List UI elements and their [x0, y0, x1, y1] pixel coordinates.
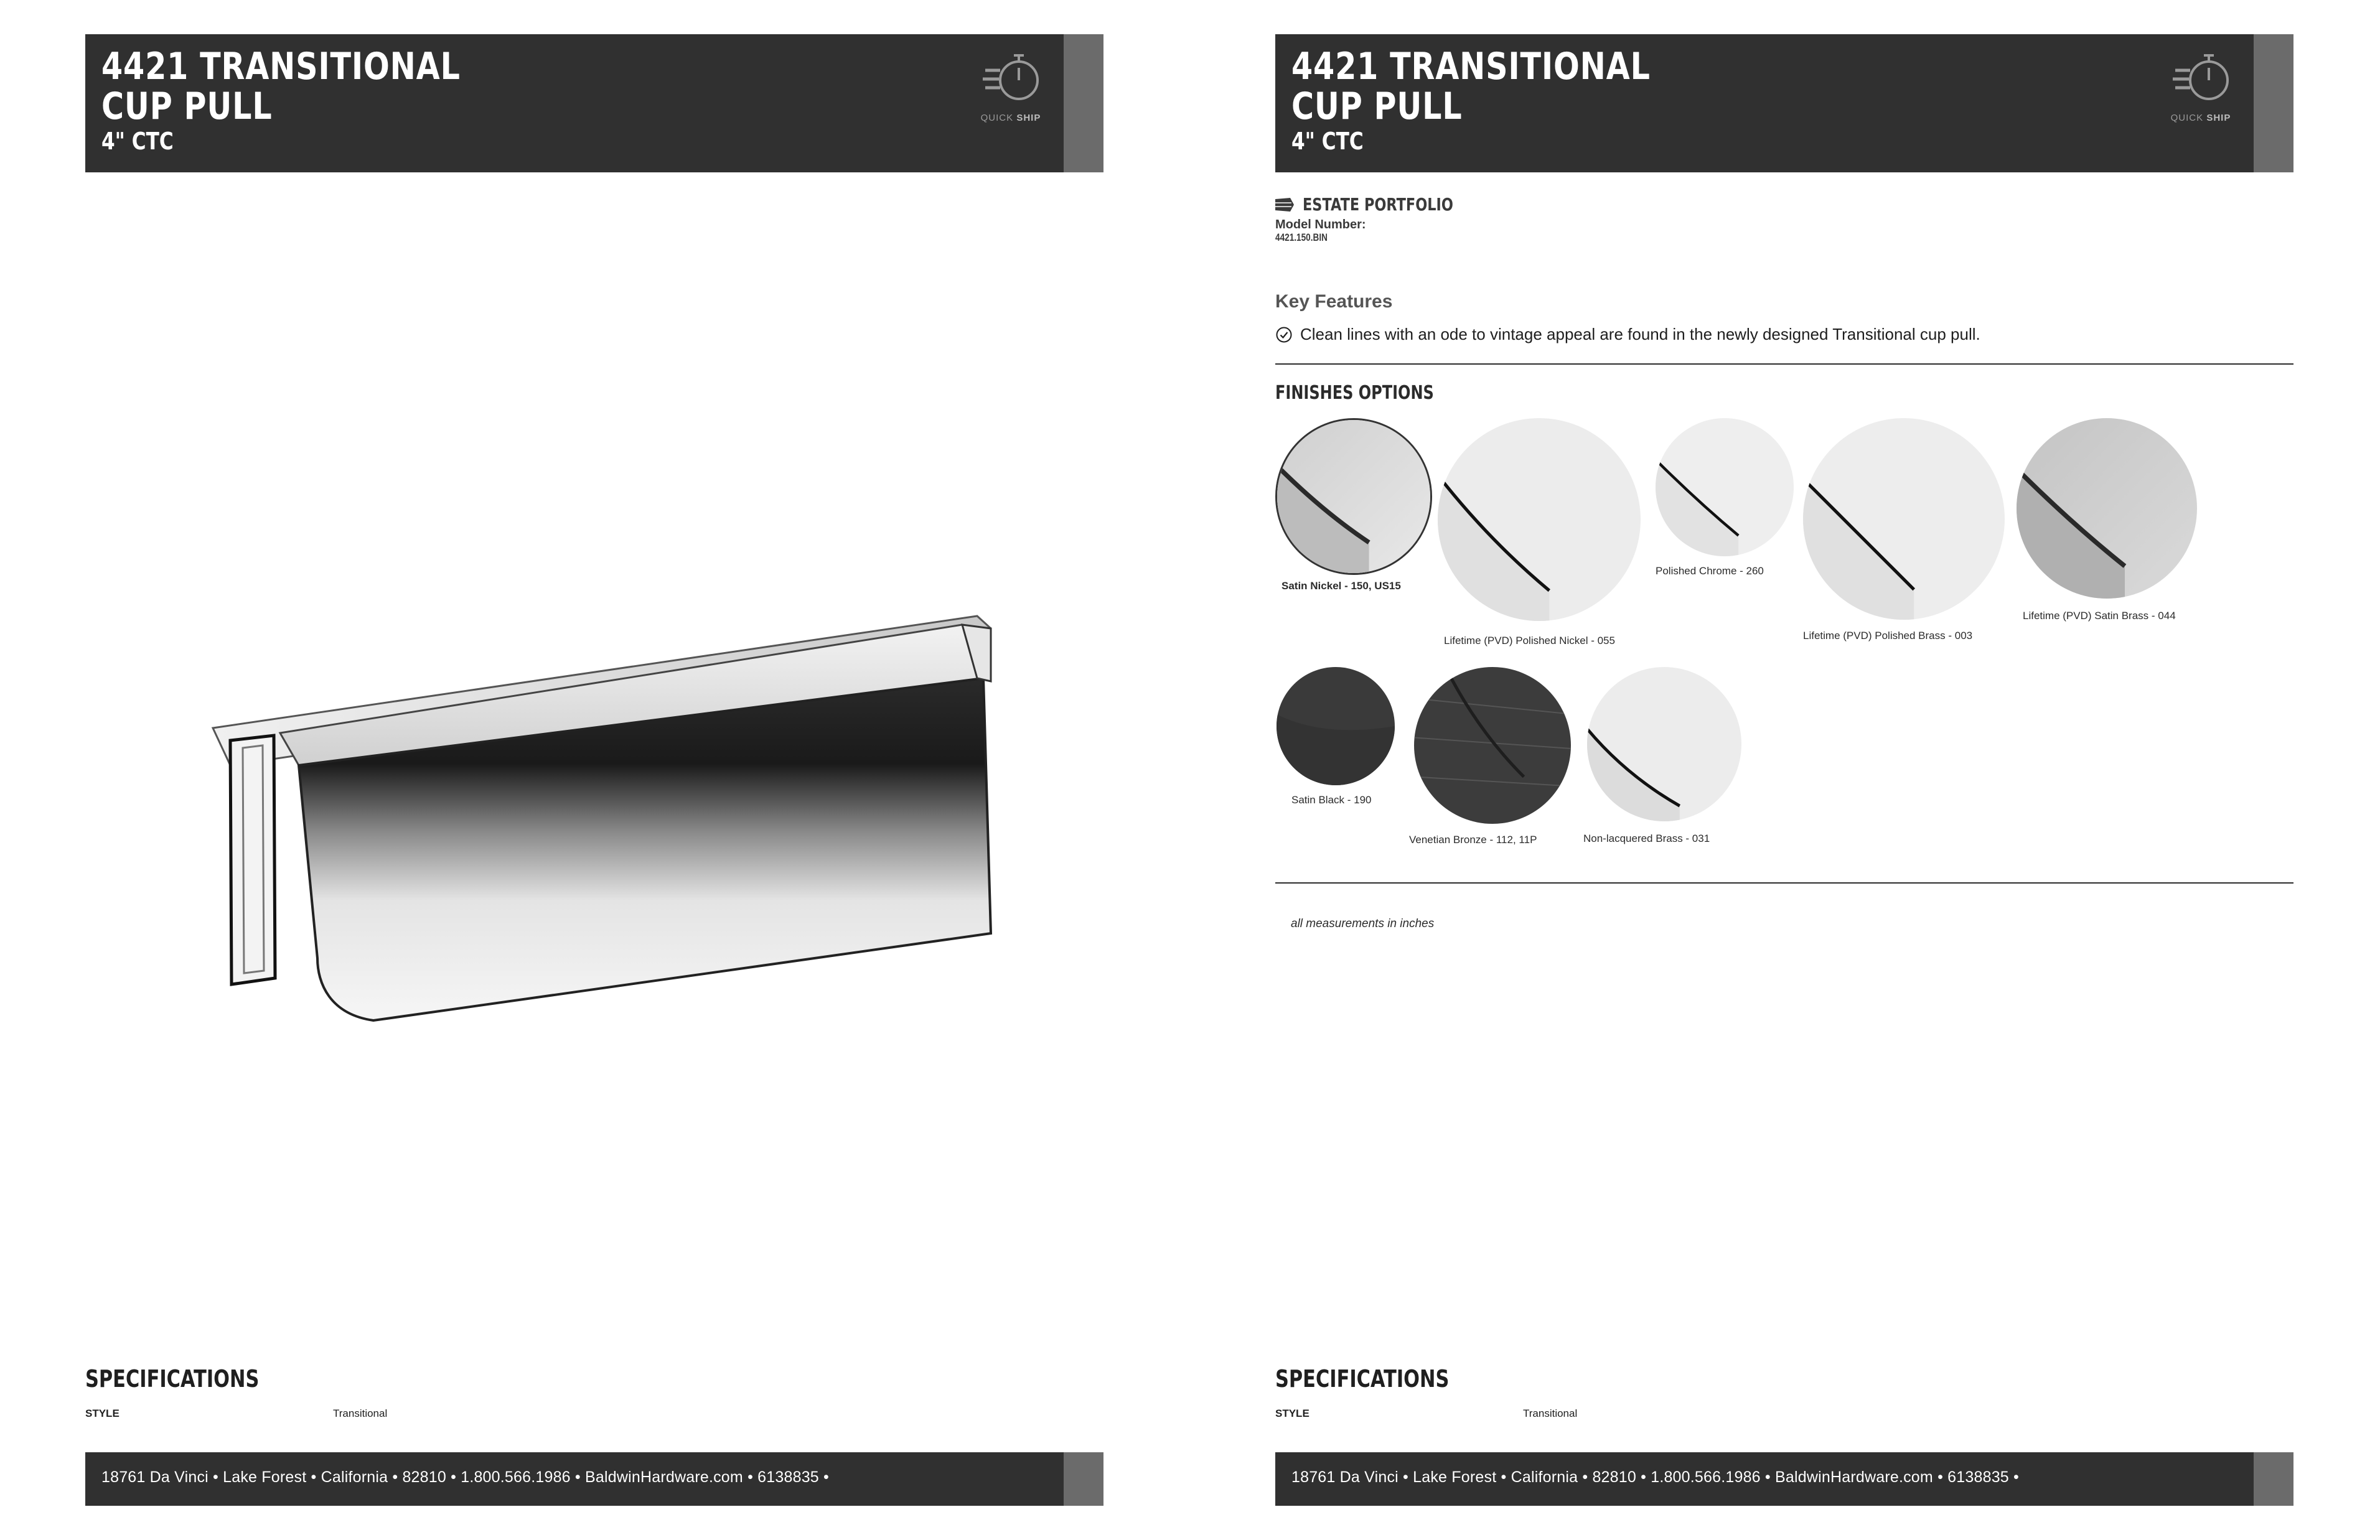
key-features-title: Key Features: [1275, 291, 1393, 312]
stopwatch-icon: [982, 44, 1041, 109]
finish-label: Venetian Bronze - 112, 11P: [1409, 834, 1537, 846]
footer-accent: [1064, 1452, 1103, 1506]
swatch-disc: [2017, 418, 2197, 599]
stopwatch-icon: [2172, 44, 2231, 109]
spec-style-label: STYLE: [1275, 1407, 1309, 1419]
swatch-disc: [1275, 418, 1432, 575]
header-accent: [2254, 34, 2293, 172]
swatch-disc: [1803, 418, 2005, 620]
header-bar: [85, 34, 1103, 172]
swatch-disc: [1277, 667, 1395, 785]
finish-label: Lifetime (PVD) Polished Brass - 003: [1803, 630, 1973, 642]
right-page: [1190, 0, 2380, 1540]
finish-label: Non-lacquered Brass - 031: [1583, 833, 1710, 844]
key-feature-text: Clean lines with an ode to vintage appeal are found in the newly designed Transitional cup pull.: [1300, 325, 1980, 343]
divider: [1275, 882, 2293, 884]
model-number-value: 4421.150.BIN: [1275, 231, 1328, 243]
cup-pull-product-image: [205, 610, 996, 1033]
specifications-title: SPECIFICATIONS: [85, 1365, 260, 1393]
measurement-note: all measurements in inches: [1291, 917, 1435, 930]
swatch-disc: [1414, 667, 1571, 824]
spec-style-label: STYLE: [85, 1407, 119, 1419]
footer-address: 18761 Da Vinci • Lake Forest • California • 82810 • 1.800.566.1986 • BaldwinHardware.com • 6138835 •: [1291, 1468, 2019, 1486]
model-number-label: Model Number:: [1275, 218, 1366, 231]
quick-ship-label: QUICK SHIP: [2170, 113, 2231, 123]
swatch-disc: [1438, 418, 1641, 621]
check-circle-icon: [1275, 326, 1293, 343]
finish-label: Lifetime (PVD) Polished Nickel - 055: [1444, 635, 1615, 646]
finish-label: Polished Chrome - 260: [1656, 565, 1764, 577]
finish-label: Lifetime (PVD) Satin Brass - 044: [2023, 610, 2176, 622]
product-title-line1: 4421 TRANSITIONAL: [101, 45, 461, 88]
swatch-disc: [1587, 667, 1741, 821]
quick-ship-label: QUICK SHIP: [980, 113, 1041, 123]
portfolio-name: ESTATE PORTFOLIO: [1303, 194, 1453, 215]
quick-ship-badge: [2167, 44, 2235, 125]
footer-accent: [2254, 1452, 2293, 1506]
product-subtitle: 4" CTC: [101, 128, 174, 155]
finish-label: Satin Black - 190: [1291, 794, 1372, 806]
product-title-line2: CUP PULL: [101, 85, 273, 128]
spec-style-value: Transitional: [333, 1407, 388, 1419]
header-bar: [1275, 34, 2293, 172]
spec-style-value: Transitional: [1523, 1407, 1578, 1419]
footer-address: 18761 Da Vinci • Lake Forest • California • 82810 • 1.800.566.1986 • BaldwinHardware.com • 6138835 •: [101, 1468, 829, 1486]
portfolio-flag-icon: [1275, 198, 1294, 212]
key-feature-item: [1275, 325, 1980, 344]
divider: [1275, 363, 2293, 365]
finishes-title: FINISHES OPTIONS: [1275, 382, 1434, 404]
finish-label: Satin Nickel - 150, US15: [1281, 580, 1401, 592]
header-accent: [1064, 34, 1103, 172]
quick-ship-badge: [977, 44, 1045, 125]
product-title-line2: CUP PULL: [1291, 85, 1463, 128]
product-subtitle: 4" CTC: [1291, 128, 1364, 155]
specifications-title: SPECIFICATIONS: [1275, 1365, 1450, 1393]
product-title-line1: 4421 TRANSITIONAL: [1291, 45, 1651, 88]
footer-bar: [85, 1452, 1103, 1506]
footer-bar: [1275, 1452, 2293, 1506]
swatch-disc: [1656, 418, 1794, 556]
